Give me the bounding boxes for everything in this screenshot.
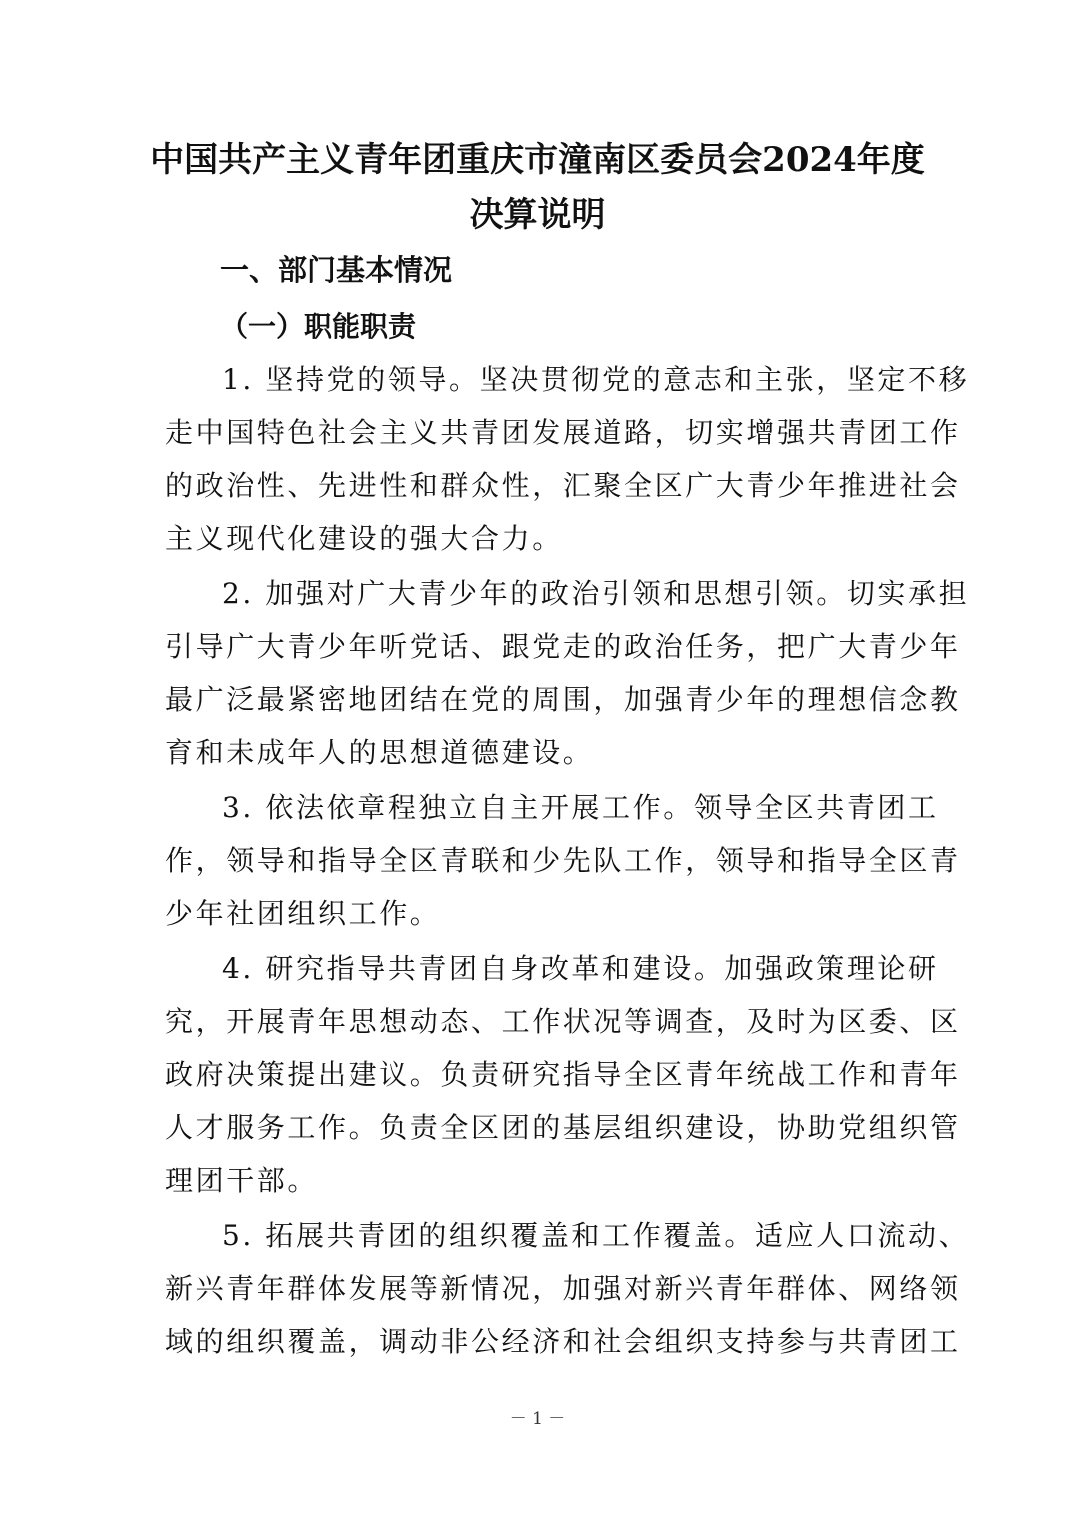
body-line: 主义现代化建设的强大合力。 (165, 522, 563, 555)
body-line: 走中国特色社会主义共青团发展道路，切实增强共青团工作 (165, 416, 961, 449)
subsection-heading: （一）职能职责 (220, 310, 417, 343)
body-line: 引导广大青少年听党话、跟党走的政治任务，把广大青少年 (165, 630, 961, 663)
section-heading: 一、部门基本情况 (220, 253, 453, 287)
body-line: 政府决策提出建议。负责研究指导全区青年统战工作和青年 (165, 1058, 961, 1091)
body-line: 少年社团组织工作。 (165, 897, 441, 930)
document-title: 中国共产主义青年团重庆市潼南区委员会2024年度 (150, 140, 925, 180)
body-line: 2. 加强对广大青少年的政治引领和思想引领。切实承担 (222, 577, 970, 610)
body-line: 理团干部。 (165, 1164, 319, 1197)
body-line: 1. 坚持党的领导。坚决贯彻党的意志和主张，坚定不移 (222, 363, 970, 396)
body-line: 育和未成年人的思想道德建设。 (165, 736, 594, 769)
body-line: 5. 拓展共青团的组织覆盖和工作覆盖。适应人口流动、 (222, 1219, 970, 1252)
document-title-continued: 决算说明 (469, 195, 606, 235)
page-number: － 1 － (509, 1409, 566, 1429)
body-line: 的政治性、先进性和群众性，汇聚全区广大青少年推进社会 (165, 469, 961, 502)
body-line: 最广泛最紧密地团结在党的周围，加强青少年的理想信念教 (165, 683, 961, 716)
body-line: 人才服务工作。负责全区团的基层组织建设，协助党组织管 (165, 1111, 961, 1144)
body-line: 3. 依法依章程独立自主开展工作。领导全区共青团工 (222, 791, 939, 824)
body-line: 作，领导和指导全区青联和少先队工作，领导和指导全区青 (165, 844, 961, 877)
body-line: 4. 研究指导共青团自身改革和建设。加强政策理论研 (222, 952, 939, 985)
body-line: 新兴青年群体发展等新情况，加强对新兴青年群体、网络领 (165, 1272, 961, 1305)
body-line: 域的组织覆盖，调动非公经济和社会组织支持参与共青团工 (165, 1325, 961, 1358)
body-line: 究，开展青年思想动态、工作状况等调查，及时为区委、区 (165, 1005, 961, 1038)
